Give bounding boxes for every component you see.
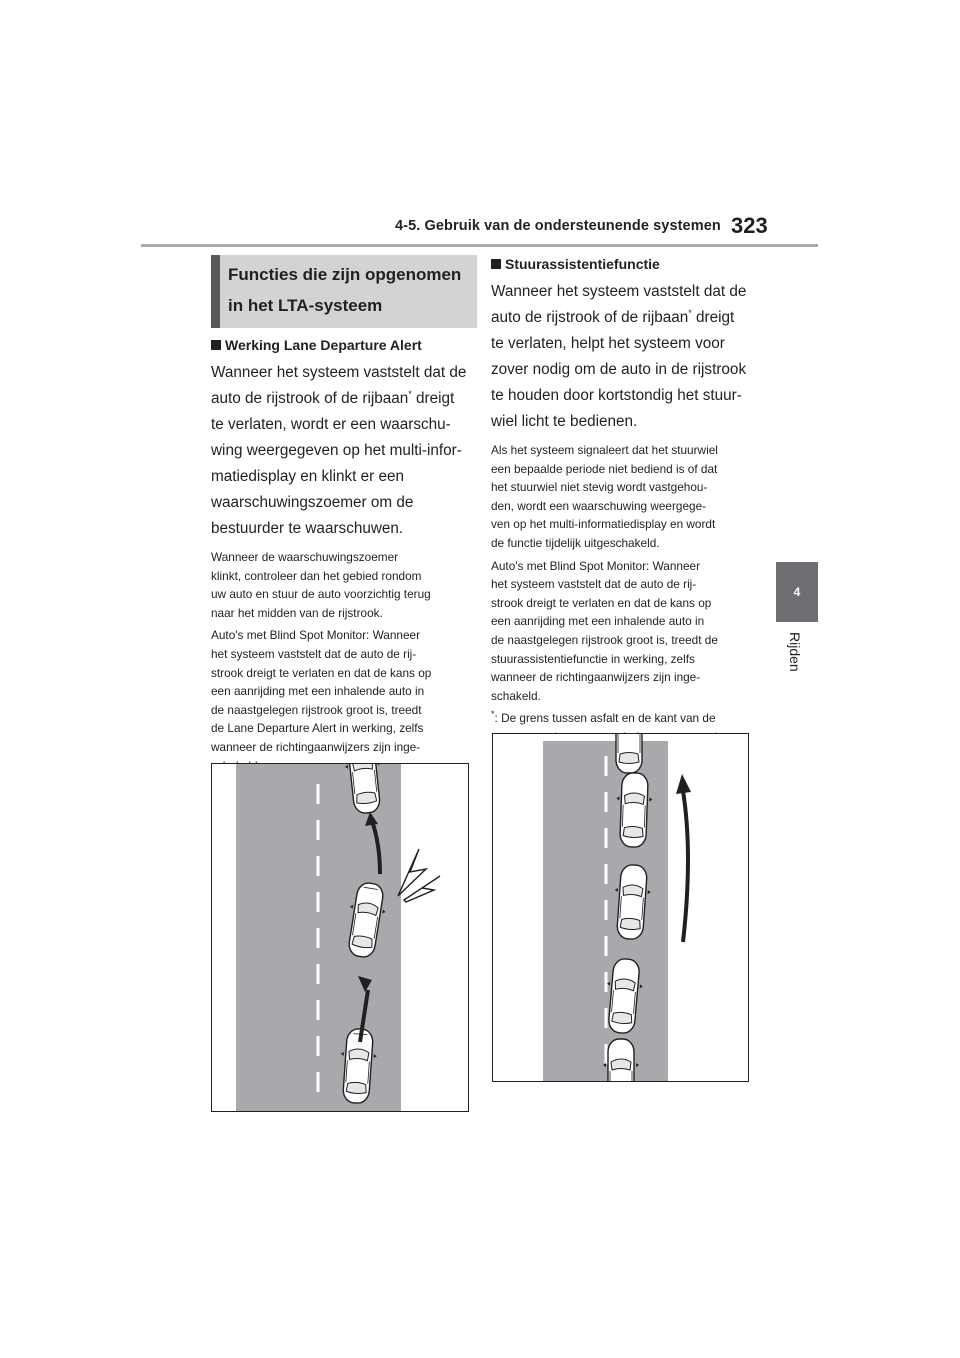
- footnote-ref: *: [408, 388, 412, 399]
- square-bullet-icon: [491, 259, 501, 269]
- figure-steering-assist: [492, 733, 749, 1082]
- figure-svg: [212, 764, 468, 1111]
- subheading-lane-departure-alert: Werking Lane Departure Alert: [211, 336, 469, 354]
- chapter-label: Rijden: [787, 632, 803, 672]
- subheading-steering-assist: Stuurassistentiefunctie: [491, 255, 749, 273]
- footnote-ref: *: [688, 307, 692, 318]
- chapter-tab[interactable]: 4: [776, 562, 818, 622]
- footnote: *: De grens tussen asfalt en de kant van de: [491, 709, 716, 726]
- running-header: 4-5. Gebruik van de ondersteunende systemen: [395, 218, 721, 234]
- section-title-box: [211, 255, 477, 328]
- note-paragraph: Auto's met Blind Spot Monitor: Wanneer het systeem vaststelt dat de auto de rij- strook dreigt te verlaten en dat de kans op een aanrijding met een inhalende auto in de naastgelegen rijstrook groot is, treedt de stuurassistentiefunctie in werking, zelfs wanneer de richtingaanwijzers zijn inge- schakeld.: [491, 558, 718, 703]
- note-paragraph: Auto's met Blind Spot Monitor: Wanneer het systeem vaststelt dat de auto de rij- strook dreigt te verlaten en dat de kans op een aanrijding met een inhalende auto in de naastgelegen rijstrook groot is, treedt de Lane Departure Alert in werking, zelfs wanneer de richtingaanwijzers zijn inge-: [211, 628, 432, 754]
- section-title-line: Functies die zijn opgenomen: [228, 265, 462, 284]
- note-paragraph: Wanneer de waarschuwingszoemer klinkt, controleer dan het gebied rondom uw auto en stuur de auto voorzichtig terug naar het midden van de rijstrook.: [211, 550, 431, 620]
- left-column: [211, 255, 469, 816]
- page-number: 323: [731, 213, 768, 238]
- right-column: [491, 255, 749, 747]
- section-title-line: in het LTA-systeem: [228, 296, 383, 315]
- curved-arrow-icon: [683, 791, 688, 942]
- body-paragraph: Wanneer het systeem vaststelt dat de auto de rijstrook of de rijbaan* dreigt te verlaten, wordt er een waarschu- wing weergegeven op het multi-infor- matiedisplay en klinkt er een waarschuwingszoemer om de bestuurder te waarschuwen.: [211, 364, 467, 537]
- figure-lane-departure-alert: [211, 763, 469, 1112]
- square-bullet-icon: [211, 340, 221, 350]
- arrow-head: [676, 774, 691, 794]
- header-divider: [141, 244, 818, 247]
- body-paragraph: Wanneer het systeem vaststelt dat de auto de rijstrook of de rijbaan* dreigt te verlaten, helpt het systeem voor zover nodig om de auto in de rijstrook te houden door kortstondig het stuur- wiel licht te bedienen.: [491, 283, 747, 430]
- note-paragraph: Als het systeem signaleert dat het stuurwiel een bepaalde periode niet bediend is of dat het stuurwiel niet stevig wordt vastgehou- den, wordt een waarschuwing weergege- ven op het multi-informatiedisplay en wordt de functie tijdelijk uitgeschakeld.: [491, 443, 718, 550]
- figure-svg: [493, 734, 748, 1081]
